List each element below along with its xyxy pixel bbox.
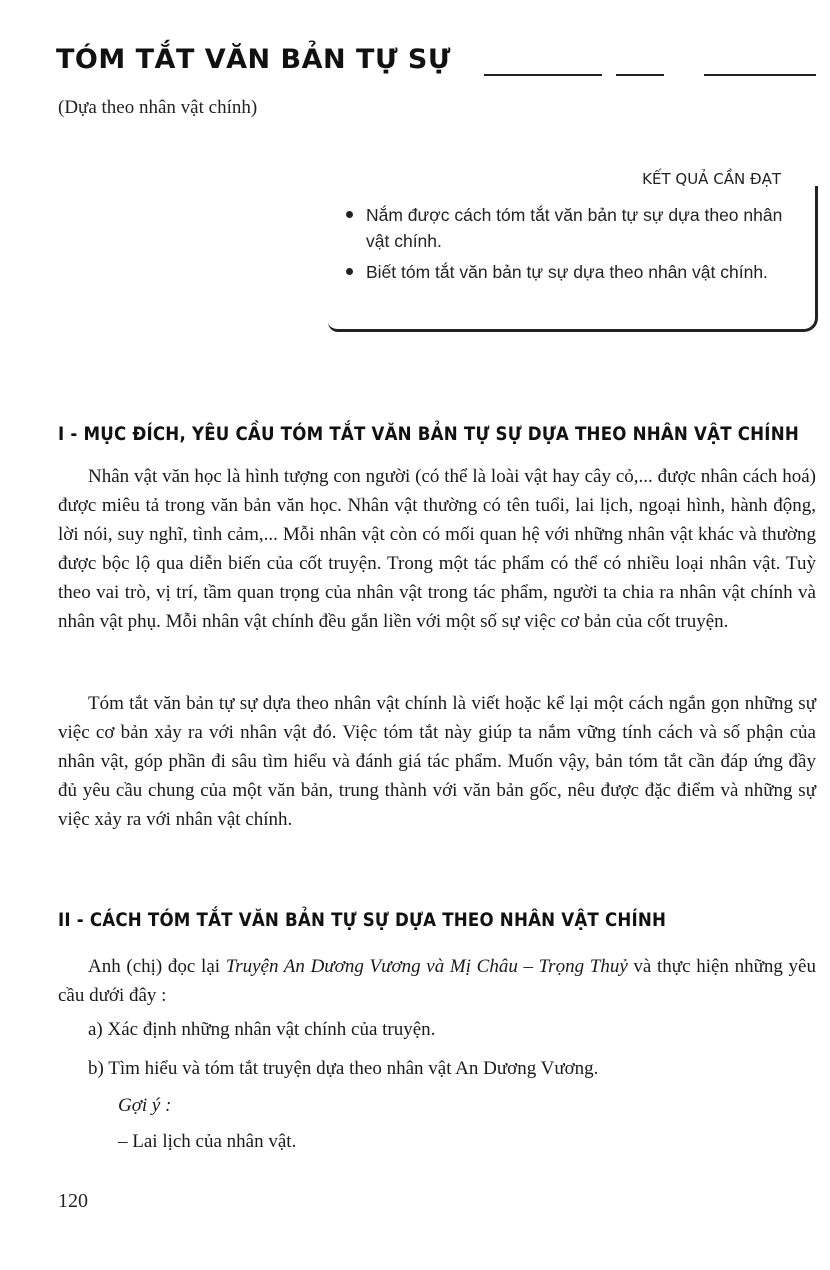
story-title: Truyện An Dương Vương và Mị Châu – Trọng Thuỷ: [225, 956, 628, 977]
goal-text: Biết tóm tắt văn bản tự sự dựa theo nhân vật chính.: [366, 262, 768, 282]
page-subtitle: (Dựa theo nhân vật chính): [58, 97, 258, 118]
bullet-icon: [346, 268, 353, 275]
section-2-heading: II - CÁCH TÓM TẮT VĂN BẢN TỰ SỰ DỰA THEO NHÂN VẬT CHÍNH: [58, 910, 667, 931]
goal-item: [344, 259, 784, 285]
page-title: TÓM TẮT VĂN BẢN TỰ SỰ: [56, 44, 451, 75]
section-1-paragraph-1: Nhân vật văn học là hình tượng con người (có thể là loài vật hay cây cỏ,... được nhân cách hoá) được miêu tả trong văn bản văn học. Nhân vật thường có tên tuổi, lai lịch, ngoại hình, hành động, lời nói, suy nghĩ, tình cảm,... Mỗi nhân vật còn có mối quan hệ với những nhân vật khác và thường được bộc lộ qua diễn biến của cốt truyện. Trong một tác phẩm có thể có nhiều loại nhân vật. Tuỳ theo vai trò, vị trí, tầm quan trọng của nhân vật trong tác phẩm, người ta chia ra nhân vật chính và nhân vật phụ. Mỗi nhân vật chính đều gắn liền với một số sự việc cơ bản của cốt truyện.: [58, 466, 816, 632]
task-b: b) Tìm hiểu và tóm tắt truyện dựa theo nhân vật An Dương Vương.: [88, 1058, 599, 1079]
bullet-icon: [346, 211, 353, 218]
section-2-intro: Anh (chị) đọc lại Truyện An Dương Vương và Mị Châu – Trọng Thuỷ và thực hiện những yêu cầu dưới đây :: [58, 956, 816, 1006]
goal-text: Nắm được cách tóm tắt văn bản tự sự dựa theo nhân vật chính.: [366, 205, 783, 251]
page-number: 120: [58, 1190, 88, 1212]
section-1-paragraph-2: Tóm tắt văn bản tự sự dựa theo nhân vật chính là viết hoặc kể lại một cách ngắn gọn những sự việc cơ bản xảy ra với nhân vật đó. Việc tóm tắt này giúp ta nắm vững tính cách và số phận của nhân vật, góp phần đi sâu tìm hiểu và đánh giá tác phẩm. Muốn vậy, bản tóm tắt cần đáp ứng đầy đủ yêu cầu chung của một văn bản, trung thành với văn bản gốc, nêu được đặc điểm và những sự việc xảy ra với nhân vật chính.: [58, 693, 816, 830]
section-1-heading: I - MỤC ĐÍCH, YÊU CẦU TÓM TẮT VĂN BẢN TỰ SỰ DỰA THEO NHÂN VẬT CHÍNH: [58, 424, 799, 445]
hint-item: – Lai lịch của nhân vật.: [118, 1131, 297, 1152]
learning-goals-heading: KẾT QUẢ CẦN ĐẠT: [636, 170, 787, 188]
task-a: a) Xác định những nhân vật chính của truyện.: [88, 1019, 436, 1040]
learning-goals-list: [344, 202, 784, 290]
goal-item: [344, 202, 784, 254]
title-rule: [616, 74, 664, 76]
hint-label: Gợi ý :: [118, 1095, 172, 1116]
title-rule: [704, 74, 816, 76]
title-rule: [484, 74, 602, 76]
learning-goals-box: [328, 170, 818, 332]
